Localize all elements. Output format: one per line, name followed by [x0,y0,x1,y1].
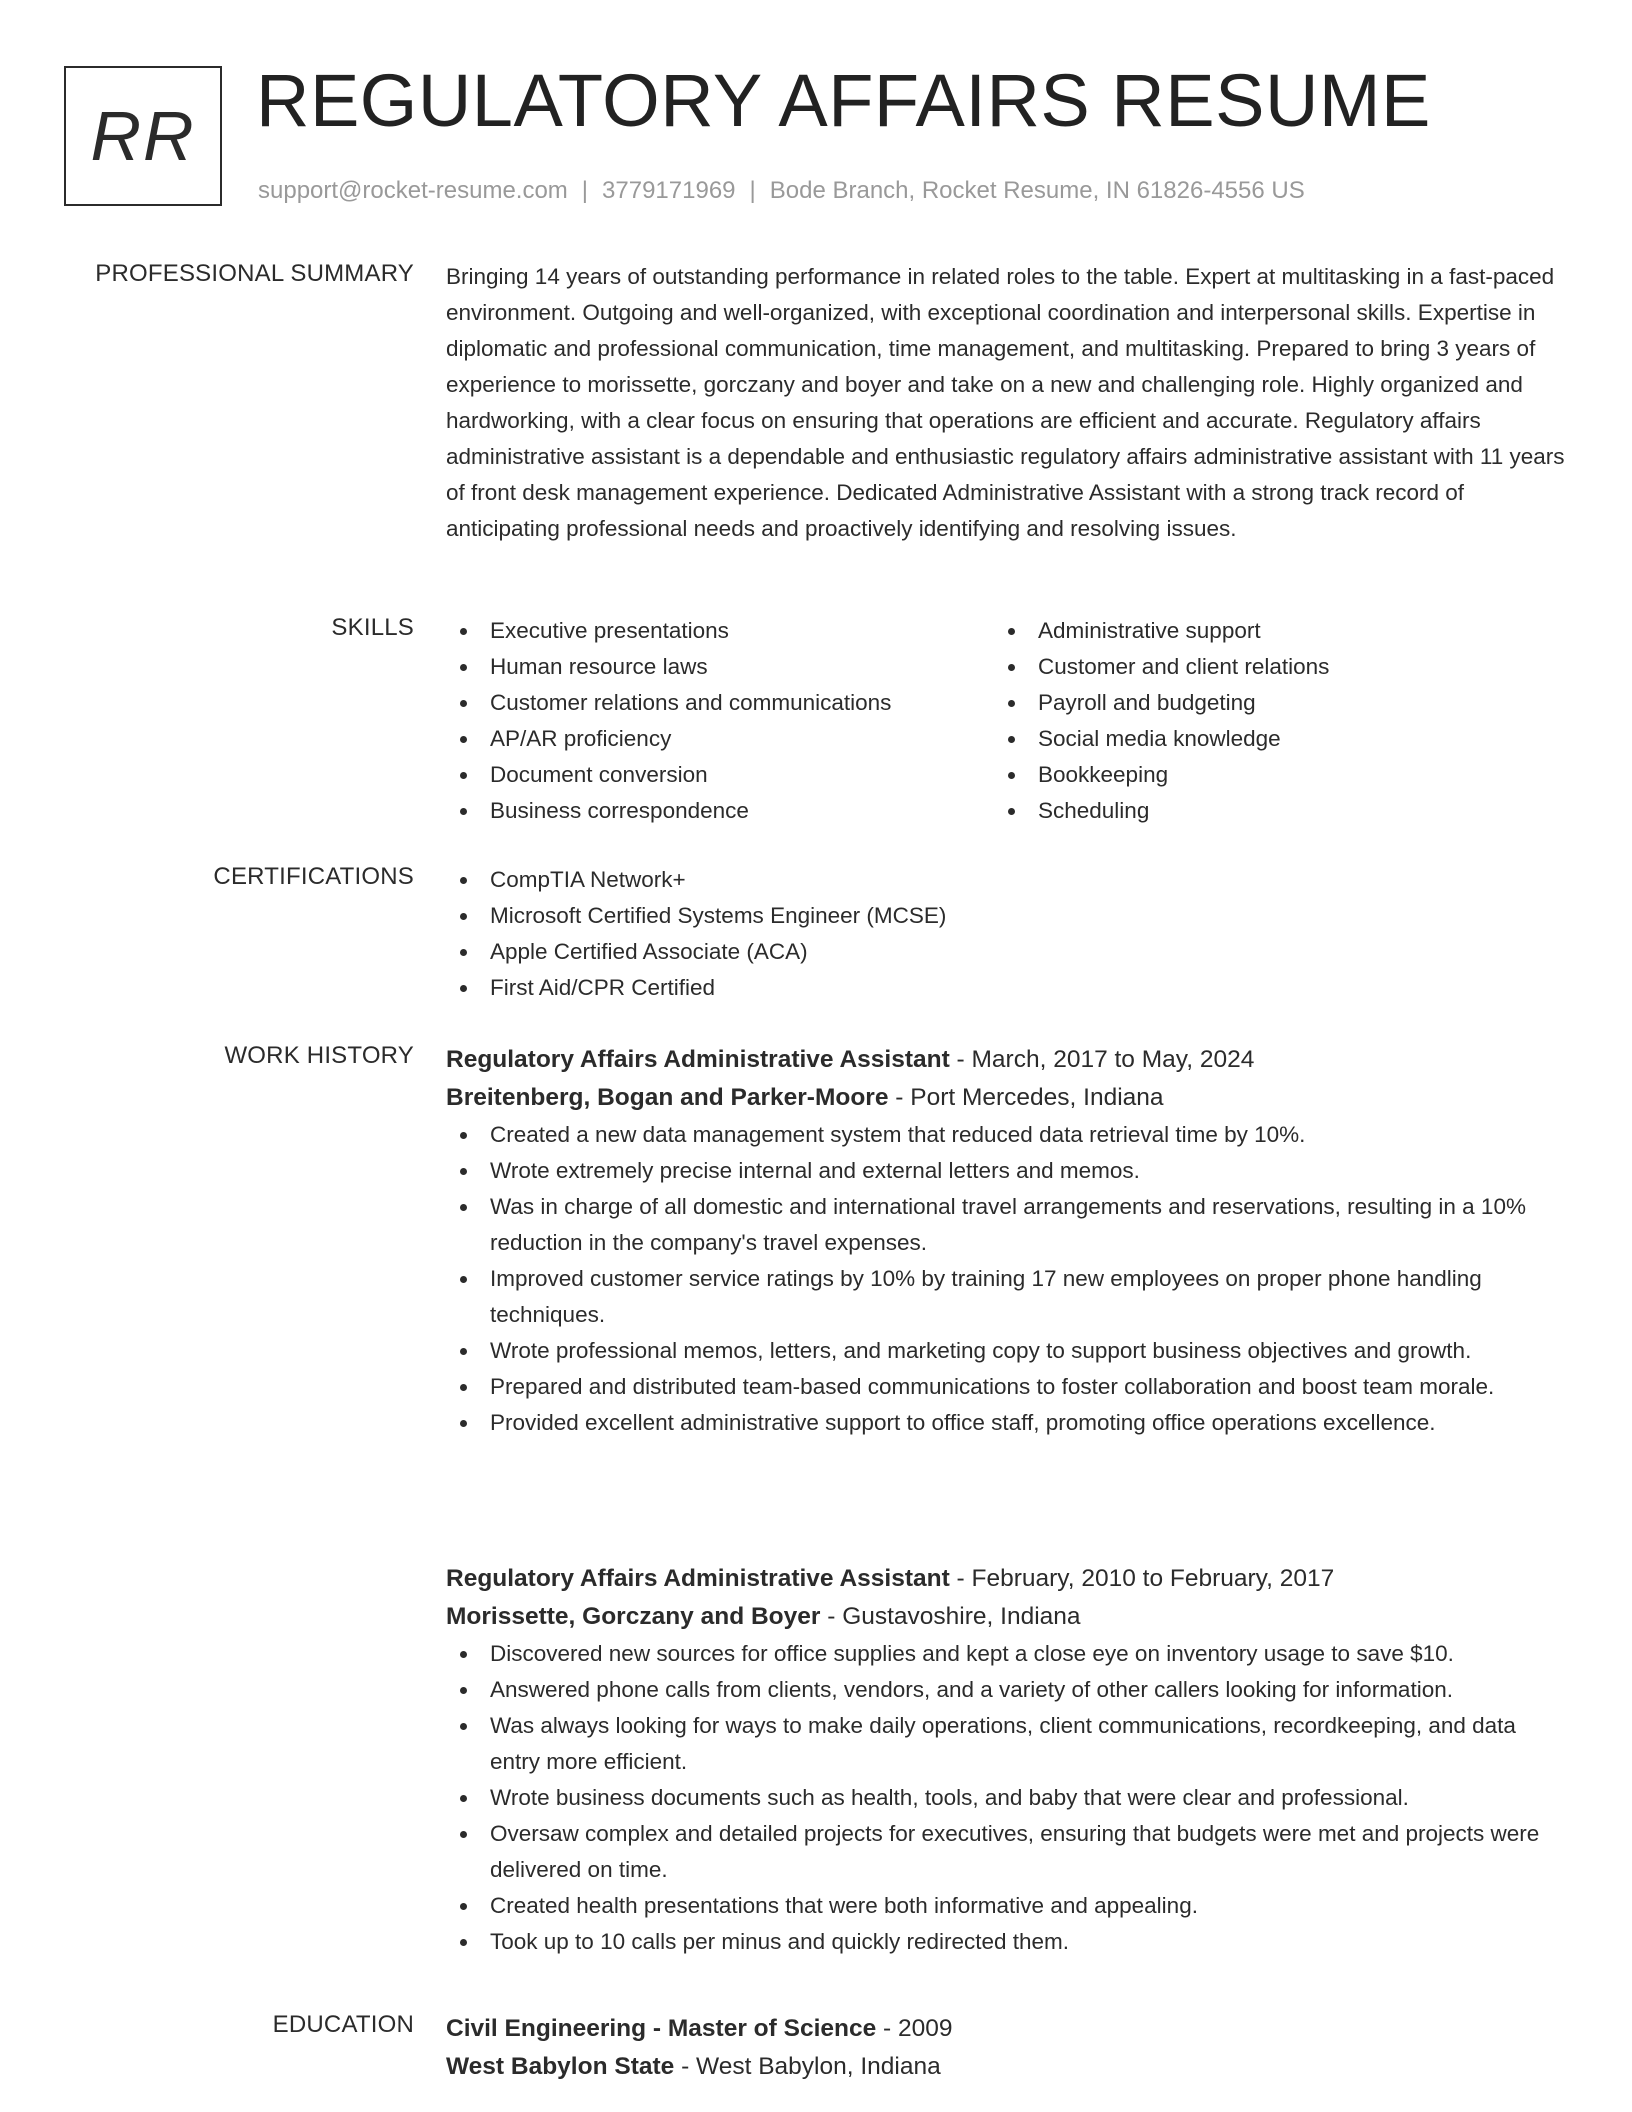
job-title: Regulatory Affairs Administrative Assistant [446,1565,950,1592]
education-year: - 2009 [876,2015,953,2042]
skills-column-right [994,613,1542,829]
certification-item: Microsoft Certified Systems Engineer (MCSE) [446,898,1566,934]
page-title: REGULATORY AFFAIRS RESUME [256,59,1431,142]
skills-column-left [446,613,994,829]
contact-separator: | [581,177,589,204]
monogram-text: RR [90,97,196,175]
certification-item: First Aid/CPR Certified [446,970,1566,1006]
job-bullet: Created a new data management system that reduced data retrieval time by 10%. [446,1117,1566,1153]
skill-item: AP/AR proficiency [446,721,994,757]
job-entry [446,1041,1566,1441]
job-title-line [446,1041,1566,1079]
job-bullet: Prepared and distributed team-based communications to foster collaboration and boost team morale. [446,1369,1566,1405]
job-bullet: Wrote extremely precise internal and external letters and memos. [446,1153,1566,1189]
contact-email[interactable]: support@rocket-resume.com [258,177,568,204]
job-entry [446,1560,1566,1960]
section-label-education: EDUCATION [272,2011,414,2038]
section-label-certifications: CERTIFICATIONS [213,863,414,890]
skill-item: Customer and client relations [994,649,1542,685]
education-degree-line [446,2010,1566,2048]
job-dates: - February, 2010 to February, 2017 [949,1565,1335,1592]
education-school-line [446,2048,1566,2086]
education-degree: Civil Engineering - Master of Science [446,2015,877,2042]
skill-item: Human resource laws [446,649,994,685]
job-bullet: Oversaw complex and detailed projects for executives, ensuring that budgets were met and projects were delivered on time. [446,1816,1566,1888]
job-bullet: Wrote business documents such as health, tools, and baby that were clear and professional. [446,1780,1566,1816]
skill-item: Executive presentations [446,613,994,649]
job-bullet-list [446,1117,1566,1441]
monogram-logo [64,66,222,206]
skill-item: Business correspondence [446,793,994,829]
section-label-work-history: WORK HISTORY [224,1042,414,1069]
job-bullet: Was always looking for ways to make daily operations, client communications, recordkeeping, and data entry more efficient. [446,1708,1566,1780]
education-body [446,2010,1566,2086]
education-school: West Babylon State [446,2053,675,2080]
contact-phone[interactable]: 3779171969 [602,177,736,204]
job-bullet: Wrote professional memos, letters, and marketing copy to support business objectives and growth. [446,1333,1566,1369]
section-label-summary: PROFESSIONAL SUMMARY [95,260,414,287]
contact-address: Bode Branch, Rocket Resume, IN 61826-4556 US [769,177,1305,204]
skill-item: Social media knowledge [994,721,1542,757]
certifications-body [446,862,1566,1006]
job-bullet: Provided excellent administrative support to office staff, promoting office operations excellence. [446,1405,1566,1441]
job-company: Breitenberg, Bogan and Parker-Moore [446,1084,889,1111]
skill-item: Customer relations and communications [446,685,994,721]
job-bullet: Answered phone calls from clients, vendors, and a variety of other callers looking for information. [446,1672,1566,1708]
skill-item: Bookkeeping [994,757,1542,793]
job-location: - Gustavoshire, Indiana [820,1603,1081,1630]
job-bullet: Was in charge of all domestic and international travel arrangements and reservations, resulting in a 10% reduction in the company's travel expenses. [446,1189,1566,1261]
skill-item: Document conversion [446,757,994,793]
job-title: Regulatory Affairs Administrative Assistant [446,1046,950,1073]
skill-item: Scheduling [994,793,1542,829]
certification-item: Apple Certified Associate (ACA) [446,934,1566,970]
job-company: Morissette, Gorczany and Boyer [446,1603,821,1630]
contact-separator: | [749,177,756,204]
summary-text: Bringing 14 years of outstanding performance in related roles to the table. Expert at multitasking in a fast-paced environment. Outgoing and well-organized, with exceptional coordination and interpersonal skills. Expertise in diplomatic and professional communication, time management, and multitasking. Prepared to bring 3 years of experience to morissette, gorczany and boyer and take on a new and challenging role. Highly organized and hardworking, with a clear focus on ensuring that operations are efficient and accurate. Regulatory affairs administrative assistant is a dependable and enthusiastic regulatory affairs administrative assistant with 11 years of front desk management experience. Dedicated Administrative Assistant with a strong track record of anticipating professional needs and proactively identifying and resolving issues. [446,264,1565,541]
job-bullet: Discovered new sources for office supplies and kept a close eye on inventory usage to save $10. [446,1636,1566,1672]
job-bullet: Improved customer service ratings by 10% by training 17 new employees on proper phone handling techniques. [446,1261,1566,1333]
job-bullet-list [446,1636,1566,1960]
job-company-line [446,1598,1566,1636]
education-location: - West Babylon, Indiana [674,2053,941,2080]
contact-line [258,176,1305,206]
skill-item: Administrative support [994,613,1542,649]
skill-item: Payroll and budgeting [994,685,1542,721]
summary-body [446,259,1566,547]
job-location: - Port Mercedes, Indiana [888,1084,1164,1111]
job-company-line [446,1079,1566,1117]
job-dates: - March, 2017 to May, 2024 [949,1046,1255,1073]
certification-item: CompTIA Network+ [446,862,1566,898]
job-bullet: Created health presentations that were both informative and appealing. [446,1888,1566,1924]
job-title-line [446,1560,1566,1598]
skills-body [446,613,1566,829]
section-label-skills: SKILLS [331,614,414,641]
job-bullet: Took up to 10 calls per minus and quickly redirected them. [446,1924,1566,1960]
